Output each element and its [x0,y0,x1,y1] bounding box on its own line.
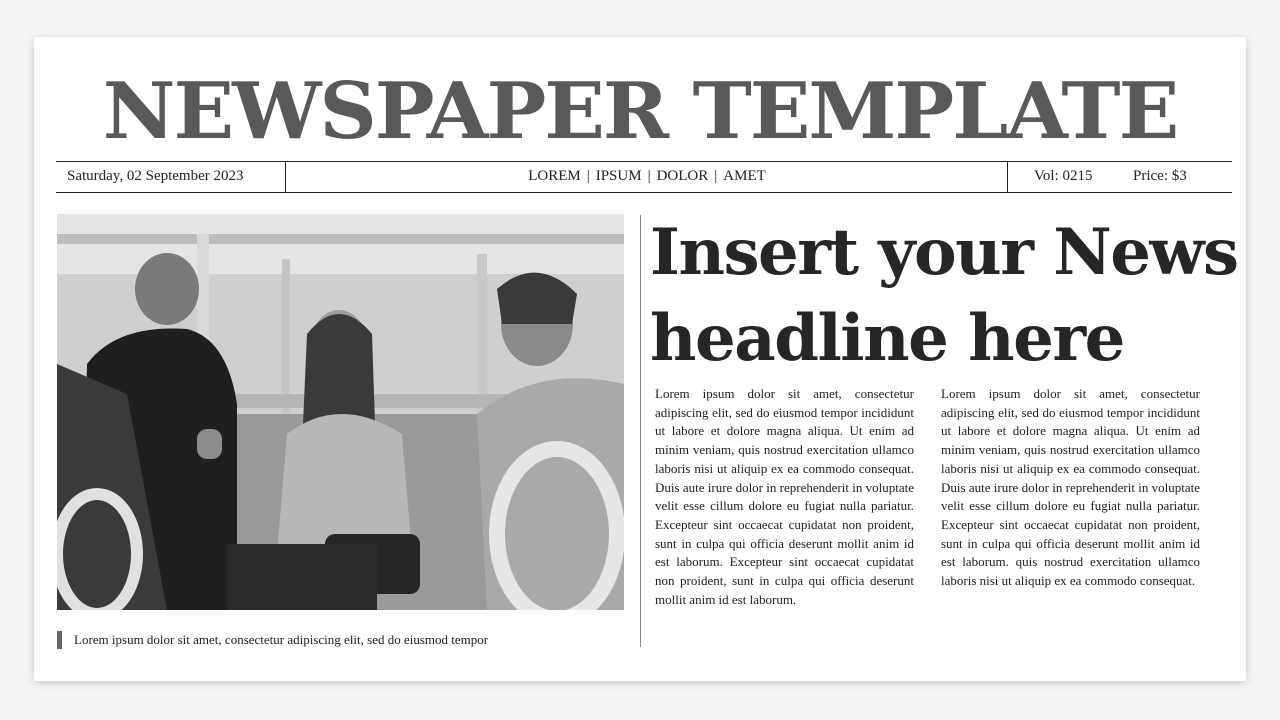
column-divider [640,215,641,647]
newspaper-page [34,37,1246,681]
photo-caption: Lorem ipsum dolor sit amet, consectetur adipiscing elit, sed do eiusmod tempor [57,631,488,649]
article-column-2: Lorem ipsum dolor sit amet, consectetur adipiscing elit, sed do eiusmod tempor incididunt ut labore et dolore magna aliqua. Ut enim ad minim veniam, quis nostrud exercitation ullamco laboris nisi ut aliquip ex ea commodo consequat. Duis aute irure dolor in reprehenderit in voluptate velit esse cillum dolore eu fugiat nulla pariatur. Excepteur sint occaecat cupidatat non proident, sunt in culpa qui officia deserunt mollit anim id est laborum. quis nostrud exercitation ullamco laboris nisi ut aliquip ex ea commodo consequat. [941,386,1200,589]
volume-number: Vol: 0215 [1034,168,1093,184]
issue-price: Price: $3 [1133,168,1187,184]
news-photo [57,214,624,610]
section-item: LOREM [528,168,581,184]
section-separator: | [714,168,718,184]
article-column-1: Lorem ipsum dolor sit amet, consectetur adipiscing elit, sed do eiusmod tempor incididunt ut labore et dolore magna aliqua. Ut enim ad minim veniam, quis nostrud exercitation ullamco laboris nisi ut aliquip ex ea commodo consequat. Duis aute irure dolor in reprehenderit in voluptate velit esse cillum dolore eu fugiat nulla pariatur. Excepteur sint occaecat cupidatat non proident, sunt in culpa qui officia deserunt mollit anim id est laborum. Excepteur sint occaecat cupidatat non proident, sunt in culpa qui officia deserunt mollit anim id est laborum. [655,386,914,607]
issue-date: Saturday, 02 September 2023 [56,162,286,192]
article-headline: Insert your News headline here [650,215,1238,376]
section-item: DOLOR [656,168,709,184]
section-separator: | [647,168,651,184]
section-item: IPSUM [595,168,642,184]
section-item: AMET [723,168,766,184]
masthead-title: NEWSPAPER TEMPLATE [102,66,1178,157]
section-list [287,162,1008,192]
photo-people-lab-icon [57,214,624,610]
section-separator: | [586,168,590,184]
info-bar [56,161,1232,193]
